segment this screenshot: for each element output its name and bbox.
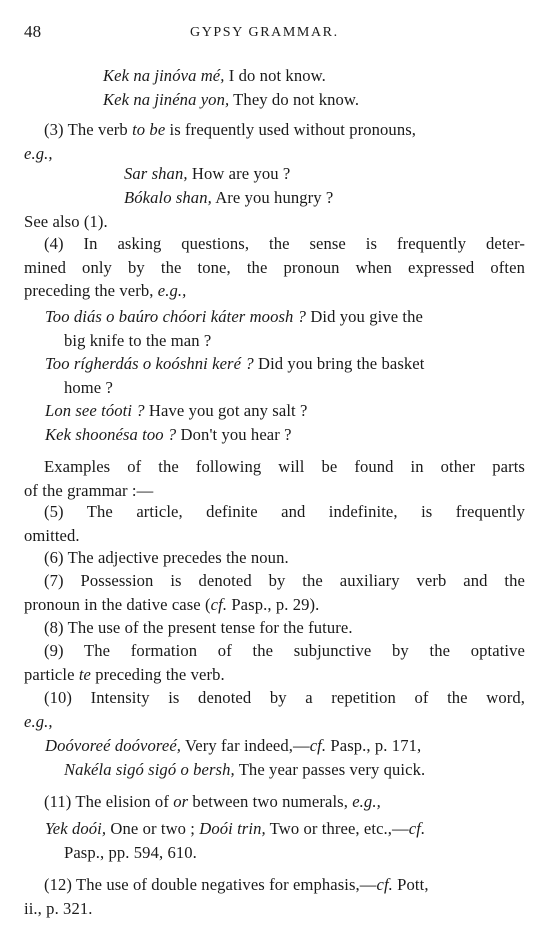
translation: Did you give the xyxy=(306,307,423,326)
example-line xyxy=(45,735,421,757)
translation: Are you hungry ? xyxy=(211,188,334,207)
translation: How are you ? xyxy=(187,164,291,183)
running-title: GYPSY GRAMMAR. xyxy=(190,25,339,40)
italic-term: cf. xyxy=(309,736,327,755)
italic-term: to be xyxy=(132,120,166,139)
see-also: See also (1). xyxy=(24,212,108,231)
italic-term: cf. xyxy=(210,595,228,614)
italic-term: e.g., xyxy=(24,144,53,163)
gypsy-phrase: Lon see tóoti ? xyxy=(45,401,145,420)
text: pronoun in the dative case ( xyxy=(24,595,211,614)
gypsy-phrase: Too rígherdás o koóshni keré ? xyxy=(45,354,254,373)
paragraph-9-line: (9) The formation of the subjunctive by the optative xyxy=(44,641,525,660)
text: preceding the verb, xyxy=(24,281,158,300)
gypsy-phrase: Doói trin, xyxy=(199,819,266,838)
intro-line: of the grammar :— xyxy=(24,481,154,500)
italic-term: e.g., xyxy=(24,712,53,731)
translation: I do not know. xyxy=(224,66,326,85)
example-continuation: big knife to the man ? xyxy=(64,331,212,350)
eg-label xyxy=(24,711,53,733)
translation: Two or three, etc.,— xyxy=(265,819,409,838)
eg-label xyxy=(24,143,53,165)
gypsy-phrase: Nakéla sigó sigó o bersh, xyxy=(64,760,235,779)
paragraph-12-line: ii., p. 321. xyxy=(24,899,93,918)
paragraph-7-line: (7) Possession is denoted by the auxiliary verb and the xyxy=(44,571,525,590)
intro-line: Examples of the following will be found in other parts xyxy=(44,457,525,476)
translation: Very far indeed,— xyxy=(181,736,310,755)
paragraph-4-line xyxy=(24,280,186,302)
gypsy-phrase: Kek na jinóva mé, xyxy=(103,66,225,85)
example-line xyxy=(103,89,359,111)
italic-term: e.g., xyxy=(352,792,381,811)
example-line xyxy=(45,353,424,375)
gypsy-phrase: Kek shoonésa too ? xyxy=(45,425,177,444)
example-line xyxy=(124,163,290,185)
paragraph-10-line: (10) Intensity is denoted by a repetition of the word, xyxy=(44,688,525,707)
text: particle xyxy=(24,665,79,684)
text: Pott, xyxy=(392,875,429,894)
text: Pasp., p. 29). xyxy=(227,595,320,614)
italic-term: cf. xyxy=(376,875,393,894)
text: Pasp., p. 171, xyxy=(326,736,422,755)
translation: One or two ; xyxy=(106,819,200,838)
paragraph-9-line xyxy=(24,664,225,686)
paragraph-5-line: omitted. xyxy=(24,526,80,545)
gypsy-phrase: Kek na jinéna yon, xyxy=(103,90,230,109)
paragraph-12-line xyxy=(44,874,429,896)
example-line xyxy=(45,306,423,328)
paragraph-8-line: (8) The use of the present tense for the future. xyxy=(44,618,353,637)
paragraph-4-line: mined only by the tone, the pronoun when expressed often xyxy=(24,258,525,277)
translation: Have you got any salt ? xyxy=(144,401,308,420)
paragraph-6-line: (6) The adjective precedes the noun. xyxy=(44,548,289,567)
text: is frequently used without pronouns, xyxy=(165,120,417,139)
text: (12) The use of double negatives for emphasis,— xyxy=(44,875,377,894)
translation: Did you bring the basket xyxy=(253,354,425,373)
paragraph-11-line xyxy=(44,791,381,813)
example-line xyxy=(124,187,333,209)
example-line xyxy=(64,759,425,781)
italic-term: e.g., xyxy=(157,281,187,300)
example-line xyxy=(103,65,326,87)
example-line xyxy=(45,818,425,840)
paragraph-4-line: (4) In asking questions, the sense is frequently deter- xyxy=(44,234,525,253)
paragraph-3-line xyxy=(44,119,416,141)
translation: Don't you hear ? xyxy=(176,425,292,444)
paragraph-5-line: (5) The article, definite and indefinite, is frequently xyxy=(44,502,525,521)
text: between two numerals, xyxy=(188,792,353,811)
paragraph-7-line xyxy=(24,594,319,616)
example-line xyxy=(45,424,292,446)
text: preceding the verb. xyxy=(91,665,225,684)
example-line xyxy=(45,400,307,422)
italic-term: cf. xyxy=(408,819,426,838)
translation: They do not know. xyxy=(229,90,360,109)
gypsy-phrase: Bókalo shan, xyxy=(124,188,212,207)
italic-term: te xyxy=(78,665,91,684)
italic-term: or xyxy=(173,792,189,811)
gypsy-phrase: Doóvoreé doóvoreé, xyxy=(45,736,182,755)
gypsy-phrase: Too diás o baúro chóori káter moosh ? xyxy=(45,307,307,326)
gypsy-phrase: Sar shan, xyxy=(124,164,188,183)
example-continuation: home ? xyxy=(64,378,113,397)
translation: The year passes very quick. xyxy=(234,760,426,779)
text: (3) The verb xyxy=(44,120,133,139)
text: (11) The elision of xyxy=(44,792,174,811)
gypsy-phrase: Yek doói, xyxy=(45,819,107,838)
example-continuation: Pasp., pp. 594, 610. xyxy=(64,843,197,862)
page-number: 48 xyxy=(24,22,42,41)
